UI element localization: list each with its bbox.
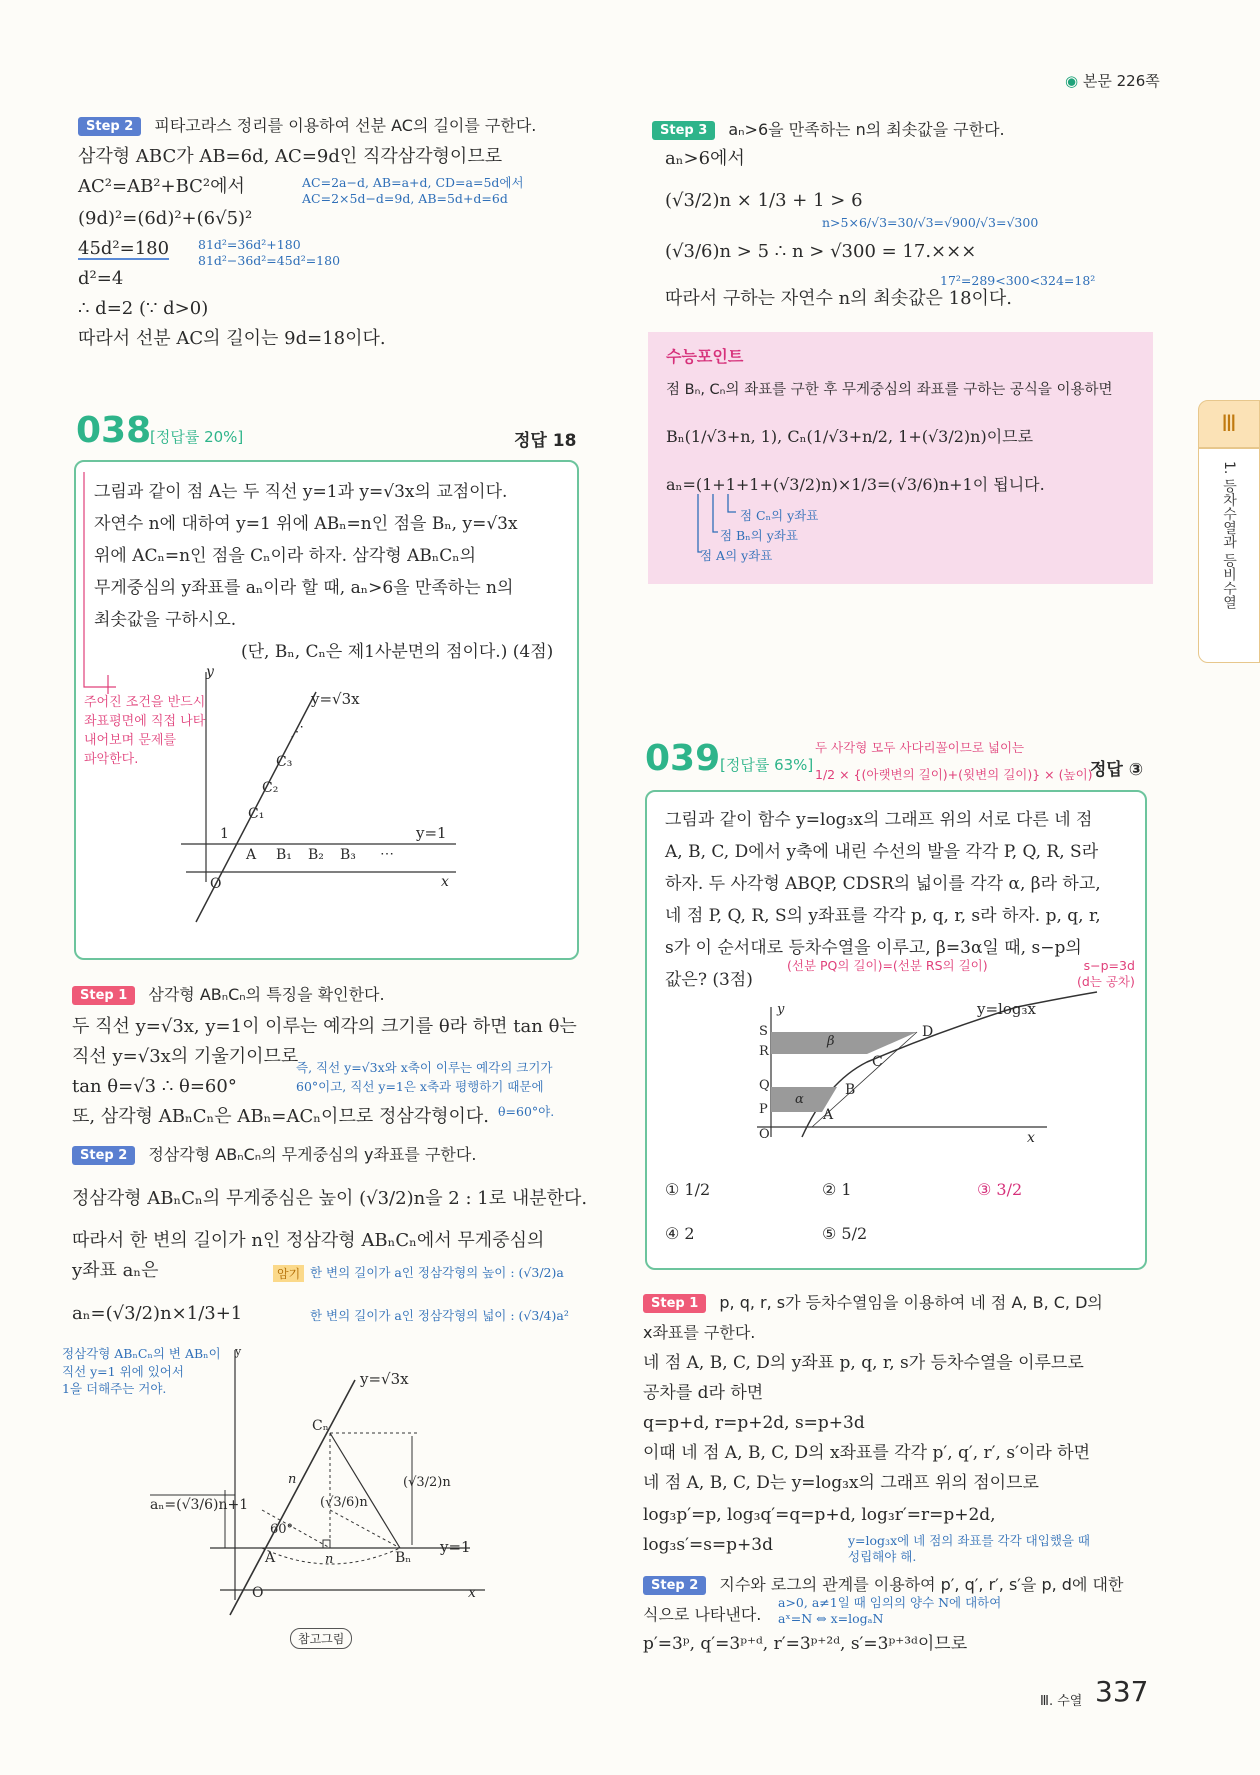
choice-5[interactable]: ⑤ 5/2 (822, 1224, 868, 1243)
note: 점 Bₙ의 y좌표 (720, 528, 798, 543)
point-s: S (759, 1024, 768, 1039)
choice-4[interactable]: ④ 2 (665, 1224, 695, 1243)
left-step2-header: Step 2 피타고라스 정리를 이용하여 선분 AC의 길이를 구한다. (78, 113, 536, 136)
chapter-tab[interactable]: Ⅲ (1198, 400, 1260, 448)
point-a: A (823, 1107, 834, 1123)
problem-line: 자연수 n에 대하여 y=1 위에 ABₙ=n인 점을 Bₙ, y=√3x (94, 514, 518, 534)
problem-line: 위에 ACₙ=n인 점을 Cₙ이라 하자. 삼각형 ABₙCₙ의 (94, 546, 476, 566)
text-line: 직선 y=√3x의 기울기이므로 (72, 1046, 299, 1067)
line-label: y=1 (416, 824, 447, 842)
bracket-lines (688, 494, 778, 564)
step-badge: Step 3 (652, 121, 715, 140)
suneung-line: 점 Bₙ, Cₙ의 좌표를 구한 후 무게중심의 좌표를 구하는 공식을 이용하면 (666, 382, 1113, 398)
note-n: n>5×6/√3=30/√3=√900/√3=√300 (822, 215, 1039, 230)
problem-number: 039 (645, 738, 721, 779)
side-note-blue: 정삼각형 ABₙCₙ의 변 ABₙ이 직선 y=1 위에 있어서 1을 더해주는 거야. (62, 1346, 221, 1396)
s039-step2-header: Step 2 지수와 로그의 관계를 이용하여 p′, q′, r′, s′을 p, d에 대한 (643, 1572, 1123, 1595)
note-theta-end: θ=60°야. (498, 1104, 555, 1119)
point-c1: C₁ (248, 806, 265, 822)
axis-x-label: x (441, 874, 449, 890)
top-note: 두 사각형 모두 사다리꼴이므로 넓이는 (815, 740, 1025, 755)
origin: O (759, 1127, 770, 1142)
point-b: B (845, 1082, 856, 1098)
origin: O (252, 1585, 264, 1601)
text-line: 또, 삼각형 ABₙCₙ은 ABₙ=ACₙ이므로 정삼각형이다. (72, 1106, 489, 1127)
step-badge: Step 1 (72, 986, 135, 1005)
note: 점 A의 y좌표 (700, 548, 773, 563)
alpha-label: α (795, 1092, 804, 1107)
chapter-tab-label: 1. 등차수열과 등비수열 (1198, 448, 1260, 663)
text-line: 따라서 한 변의 길이가 n인 정삼각형 ABₙCₙ에서 무게중심의 (72, 1230, 545, 1251)
problem-line: A, B, C, D에서 y축에 내린 수선의 발을 각각 P, Q, R, S라 (665, 842, 1099, 862)
problem-039-box (645, 790, 1147, 1270)
suneung-line: aₙ=(1+1+1+(√3/2)n)×1/3=(√3/6)n+1이 됩니다. (666, 475, 1045, 494)
bottom-note-right: s−p=3d (d는 공차) (1077, 958, 1135, 989)
right-step3-header: Step 3 aₙ>6을 만족하는 n의 최솟값을 구한다. (652, 117, 1005, 140)
note-theta: 즉, 직선 y=√3x와 x축이 이루는 예각의 크기가 60°이고, 직선 y=1은 x축과 평행하기 때문에 (296, 1060, 553, 1095)
step-badge: Step 2 (78, 117, 141, 136)
point-c3: C₃ (276, 754, 293, 770)
sixth-label: (√3/6)n (320, 1495, 368, 1510)
point-b2: B₂ (308, 847, 324, 863)
problem-line: 값은? (3점) (665, 970, 753, 990)
problem-line: 네 점 P, Q, R, S의 y좌표를 각각 p, q, r, s라 하자. p, q, r, (665, 906, 1101, 926)
correct-rate: [정답률 63%] (720, 756, 814, 774)
footer-section: Ⅲ. 수열 (1040, 1694, 1083, 1709)
point-b3: B₃ (340, 847, 356, 863)
text-line: AC²=AB²+BC²에서 (78, 176, 245, 197)
problem-number: 038 (76, 410, 152, 451)
height-label: (√3/2)n (403, 1475, 451, 1490)
top-note: 1/2 × {(아랫변의 길이)+(윗변의 길이)} × (높이) (815, 767, 1093, 782)
page-number: 337 (1095, 1675, 1149, 1708)
origin: O (210, 876, 222, 892)
suneung-point-box (648, 332, 1153, 584)
text-line: 네 점 A, B, C, D는 y=log₃x의 그래프 위의 점이므로 (643, 1473, 1039, 1493)
point-d: D (922, 1024, 934, 1040)
an-label: aₙ=(√3/6)n+1 (150, 1497, 249, 1513)
text-line: aₙ=(√3/2)n×1/3+1 (72, 1303, 243, 1324)
step-badge: Step 2 (72, 1146, 135, 1165)
suneung-title: 수능포인트 (666, 347, 744, 366)
text-line: 네 점 A, B, C, D의 y좌표 p, q, r, s가 등차수열을 이루므로 (643, 1353, 1084, 1373)
problem-038-box (74, 460, 579, 960)
axis-x-label: x (468, 1585, 476, 1601)
text-line: q=p+d, r=p+2d, s=p+3d (643, 1413, 865, 1433)
point-c: C (872, 1054, 883, 1070)
text-line: tan θ=√3 ∴ θ=60° (72, 1076, 237, 1097)
point-r: R (759, 1044, 769, 1059)
text-line: 삼각형 ABC가 AB=6d, AC=9d인 직각삼각형이므로 (78, 146, 503, 167)
text-line: 공차를 d라 하면 (643, 1383, 764, 1403)
text-line: 따라서 구하는 자연수 n의 최솟값은 18이다. (665, 288, 1013, 309)
point-b1: B₁ (276, 847, 292, 863)
text-line: (9d)²=(6d)²+(6√5)² (78, 208, 253, 229)
angle-label: 60° (270, 1522, 294, 1537)
axis-y-label: y (235, 1345, 242, 1358)
s038-step2-header: Step 2 정삼각형 ABₙCₙ의 무게중심의 y좌표를 구한다. (72, 1142, 476, 1165)
point-cn: Cₙ (312, 1418, 329, 1434)
axis-y-label: y (777, 1002, 785, 1017)
point-a: A (246, 847, 257, 863)
text-line: y좌표 aₙ은 (72, 1260, 159, 1281)
text-line: 45d²=180 (78, 238, 170, 259)
text-line: ∴ d=2 (∵ d>0) (78, 298, 209, 319)
text-line: 정삼각형 ABₙCₙ의 무게중심은 높이 (√3/2)n을 2 : 1로 내분한다. (72, 1188, 588, 1209)
text-line: p′=3ᵖ, q′=3ᵖ⁺ᵈ, r′=3ᵖ⁺²ᵈ, s′=3ᵖ⁺³ᵈ이므로 (643, 1634, 968, 1654)
dots-label: ⋰ (290, 724, 304, 740)
dots-label: ⋯ (380, 846, 394, 862)
axis-y-label: y (206, 664, 214, 680)
problem-line: 하자. 두 사각형 ABQP, CDSR의 넓이를 각각 α, β라 하고, (665, 874, 1101, 894)
reference-caption: 참고그림 (290, 1628, 352, 1649)
point-c2: C₂ (262, 780, 279, 796)
note: 점 Cₙ의 y좌표 (740, 508, 819, 523)
problem-line: 그림과 같이 점 A는 두 직선 y=1과 y=√3x의 교점이다. (94, 482, 508, 502)
suneung-line: Bₙ(1/√3+n, 1), Cₙ(1/√3+n/2, 1+(√3/2)n)이므로 (666, 427, 1034, 446)
point-bn: Bₙ (395, 1550, 412, 1566)
beta-label: β (827, 1034, 835, 1049)
text-line: 두 직선 y=√3x, y=1이 이루는 예각의 크기를 θ라 하면 tan θ는 (72, 1016, 577, 1037)
text-line: 따라서 선분 AC의 길이는 9d=18이다. (78, 328, 386, 349)
circle-icon: ◉ (1065, 72, 1079, 90)
answer: 정답 18 (514, 431, 577, 451)
base-n-label: n (325, 1552, 334, 1567)
text-line: (√3/2)n × 1/3 + 1 > 6 (665, 190, 863, 211)
side-n-label: n (288, 1472, 297, 1487)
problem-line: 무게중심의 y좌표를 aₙ이라 할 때, aₙ>6을 만족하는 n의 (94, 578, 514, 598)
problem-line: (단, Bₙ, Cₙ은 제1사분면의 점이다.) (4점) (241, 642, 554, 662)
note-45d: 81d²=36d²+180 81d²−36d²=45d²=180 (198, 237, 341, 268)
step-badge: Step 1 (643, 1294, 706, 1313)
text-line: 이때 네 점 A, B, C, D의 x좌표를 각각 p′, q′, r′, s′이라 하면 (643, 1443, 1091, 1463)
curve-label: y=√3x (360, 1370, 409, 1388)
point-p: P (759, 1102, 768, 1117)
text-line: d²=4 (78, 268, 124, 289)
text-line: aₙ>6에서 (665, 148, 745, 169)
text-line: log₃p′=p, log₃q′=q=p+d, log₃r′=r=p+2d, (643, 1505, 996, 1525)
problem-line: 최솟값을 구하시오. (94, 610, 237, 630)
step-title-cont: x좌표를 구한다. (643, 1323, 756, 1342)
point-a: A (265, 1550, 276, 1566)
answer: 정답 ③ (1090, 760, 1144, 780)
text-line: log₃s′=s=p+3d (643, 1535, 773, 1555)
note-ac: AC=2a−d, AB=a+d, CD=a=5d에서 AC=2×5d−d=9d, AB=5d+d=6d (302, 175, 524, 206)
page-ref: ◉ 본문 226쪽 (1065, 72, 1160, 90)
correct-rate: [정답률 20%] (150, 428, 244, 446)
graph-039 (647, 792, 1149, 1272)
memo-tag: 암기 (273, 1265, 304, 1282)
step-title-cont: 식으로 나타낸다. (643, 1605, 762, 1624)
graph-038-ref (150, 1340, 510, 1630)
curve-label: y=log₃x (977, 1000, 1036, 1018)
memo-line: 한 변의 길이가 a인 정삼각형의 높이 : (√3/2)a (310, 1265, 564, 1280)
line-label: y=1 (440, 1538, 471, 1556)
choice-2[interactable]: ② 1 (822, 1180, 852, 1199)
point-q: Q (759, 1078, 770, 1093)
bottom-note: (선분 PQ의 길이)=(선분 RS의 길이) (787, 958, 988, 973)
axis-x-label: x (1027, 1130, 1035, 1146)
memo-line: 한 변의 길이가 a인 정삼각형의 넓이 : (√3/4)a² (310, 1308, 569, 1323)
note-exp: a>0, a≠1일 때 임의의 양수 N에 대하여 aˣ=N ⇔ x=logₐN (778, 1595, 1002, 1626)
curve-label: y=√3x (311, 690, 360, 708)
s038-step1-header: Step 1 삼각형 ABₙCₙ의 특징을 확인한다. (72, 982, 385, 1005)
side-note-pink: 주어진 조건을 반드시 좌표평면에 직접 나타 내어보며 문제를 파악한다. (84, 695, 206, 767)
s039-step1-header: Step 1 p, q, r, s가 등차수열임을 이용하여 네 점 A, B, C, D의 (643, 1290, 1103, 1313)
text-line: (√3/6)n > 5 ∴ n > √300 = 17.××× (665, 241, 977, 262)
problem-line: 그림과 같이 함수 y=log₃x의 그래프 위의 서로 다른 네 점 (665, 810, 1093, 830)
tick-1: 1 (220, 826, 229, 842)
step-badge: Step 2 (643, 1576, 706, 1595)
choice-3[interactable]: ③ 3/2 (977, 1180, 1023, 1199)
graph-038 (76, 462, 581, 962)
note-17: 17²=289<300<324=18² (940, 273, 1096, 288)
note-log: y=log₃x에 네 점의 좌표를 각각 대입했을 때 성립해야 해. (848, 1533, 1091, 1564)
choice-1[interactable]: ① 1/2 (665, 1180, 711, 1199)
problem-line: s가 이 순서대로 등차수열을 이루고, β=3α일 때, s−p의 (665, 938, 1082, 958)
